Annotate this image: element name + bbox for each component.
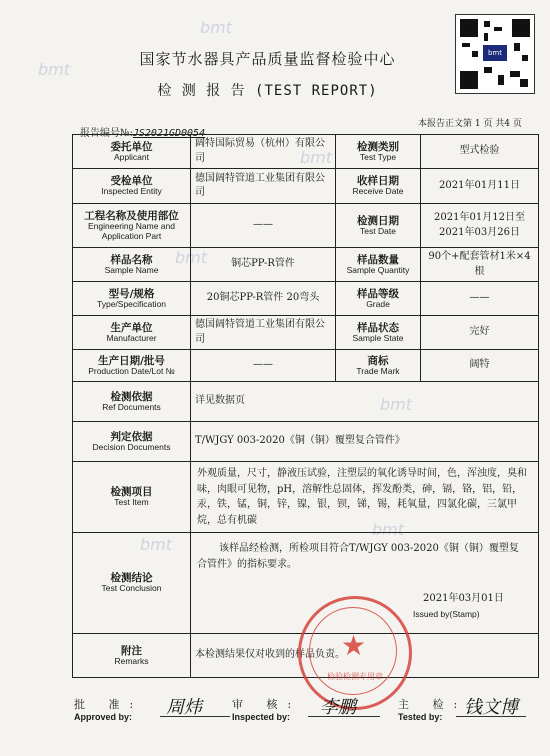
report-table: [72, 134, 539, 678]
table-row: [73, 204, 539, 248]
receive-date-label: 收样日期 Receive Date: [336, 169, 421, 204]
test-date-value: 2021年01月12日至2021年03月26日: [421, 204, 539, 248]
ref-documents-label: 检测依据 Ref Documents: [73, 382, 191, 422]
table-row: [73, 462, 539, 533]
watermark: bmt: [372, 520, 405, 539]
client-label: 委托单位 Applicant: [73, 135, 191, 169]
signature-line: [456, 716, 526, 717]
inspected-value: 德国阔特管道工业集团有限公司: [191, 169, 336, 204]
issued-by-label: Issued by(Stamp): [413, 609, 480, 619]
watermark: bmt: [175, 248, 208, 267]
approved-signature: 周炜: [166, 697, 202, 718]
table-row: [73, 382, 539, 422]
test-type-label: 检测类别 Test Type: [336, 135, 421, 169]
inspected-label-cn: 审 核:: [232, 698, 302, 711]
watermark: bmt: [200, 18, 233, 37]
ref-documents-value: 详见数据页: [191, 382, 539, 422]
tested-label-en: Tested by:: [398, 712, 443, 722]
trade-mark-value: 阔特: [421, 350, 539, 382]
test-type-value: 型式检验: [421, 135, 539, 169]
client-value: 阔特国际贸易（杭州）有限公司: [191, 135, 336, 169]
seal-text: 检验检测专用章: [327, 672, 383, 681]
approved-by: [74, 696, 143, 722]
sample-state-label: 样品状态 Sample State: [336, 316, 421, 350]
sample-name-value: 铜芯PP-R管件: [191, 248, 336, 282]
signature-line: [160, 716, 230, 717]
tested-signature: 钱文博: [464, 697, 518, 718]
test-date-label: 检测日期 Test Date: [336, 204, 421, 248]
manufacturer-label: 生产单位 Manufacturer: [73, 316, 191, 350]
production-date-value: ——: [191, 350, 336, 382]
report-number-label: 报告编号№:: [80, 128, 133, 139]
table-row: [73, 316, 539, 350]
conclusion-date: 2021年03月01日: [423, 593, 504, 604]
production-date-label: 生产日期/批号 Production Date/Lot №: [73, 350, 191, 382]
test-item-label: 检测项目 Test Item: [73, 462, 191, 533]
decision-documents-value: T/WJGY 003-2020《铜（铜）覆塑复合管件》: [191, 422, 539, 462]
model-value: 20铜芯PP-R管件 20弯头: [191, 282, 336, 316]
table-row: [73, 135, 539, 169]
engineering-value: ——: [191, 204, 336, 248]
watermark: bmt: [380, 395, 413, 414]
table-row: [73, 282, 539, 316]
bmt-logo: bmt: [483, 45, 507, 61]
grade-label: 样品等级 Grade: [336, 282, 421, 316]
table-row: [73, 422, 539, 462]
table-row: [73, 169, 539, 204]
tested-by: [398, 696, 467, 722]
grade-value: ——: [421, 282, 539, 316]
sample-quantity-value: 90个+配套管材1米×4根: [421, 248, 539, 282]
model-label: 型号/规格 Type/Specification: [73, 282, 191, 316]
watermark: bmt: [38, 60, 71, 79]
inspected-label: 受检单位 Inspected Entity: [73, 169, 191, 204]
trade-mark-label: 商标 Trade Mark: [336, 350, 421, 382]
manufacturer-value: 德国阔特管道工业集团有限公司: [191, 316, 336, 350]
remarks-value: 本检测结果仅对收到的样品负责。: [191, 634, 539, 678]
watermark: bmt: [300, 148, 333, 167]
sample-state-value: 完好: [421, 316, 539, 350]
inspected-signature: 李鹏: [320, 697, 356, 718]
approved-label-en: Approved by:: [74, 712, 133, 722]
tested-label-cn: 主 检:: [398, 698, 468, 711]
star-icon: ★: [341, 629, 367, 662]
table-row: [73, 248, 539, 282]
remarks-label: 附注 Remarks: [73, 634, 191, 678]
watermark: bmt: [140, 535, 173, 554]
report-title: 检 测 报 告 (TEST REPORT): [157, 83, 378, 99]
decision-documents-label: 判定依据 Decision Documents: [73, 422, 191, 462]
inspected-by: [232, 696, 301, 722]
sample-quantity-label: 样品数量 Sample Quantity: [336, 248, 421, 282]
sample-name-label: 样品名称 Sample Name: [73, 248, 191, 282]
report-number-value: JS2021GD0054: [132, 128, 206, 139]
inspected-label-en: Inspected by:: [232, 712, 291, 722]
engineering-label: 工程名称及使用部位 Engineering Name and Application Part: [73, 204, 191, 248]
approved-label-cn: 批 准:: [74, 698, 144, 711]
table-row: [73, 533, 539, 634]
receive-date-value: 2021年01月11日: [421, 169, 539, 204]
conclusion-text: 该样品经检测，所检项目符合T/WJGY 003-2020《铜（铜）覆塑复合管件》的指标要求。: [197, 543, 519, 570]
org-title: 国家节水器具产品质量监督检验中心: [139, 50, 396, 68]
conclusion-label: 检测结论 Test Conclusion: [73, 533, 191, 634]
table-row: [73, 350, 539, 382]
test-item-value: 外观质量，尺寸，静液压试验，注塑层的氧化诱导时间，色，浑浊度，臭和味，肉眼可见物，pH，溶解性总固体，挥发酚类，砷，镉，铬，铝，铅，汞，铁，锰，铜，锌，镍，银，钡，锑，锡，耗氧量，四氯化碳，三氯甲烷，总有机碳: [191, 462, 539, 533]
page-info: 本报告正文第 1 页 共4 页: [418, 119, 522, 129]
signature-line: [308, 716, 380, 717]
